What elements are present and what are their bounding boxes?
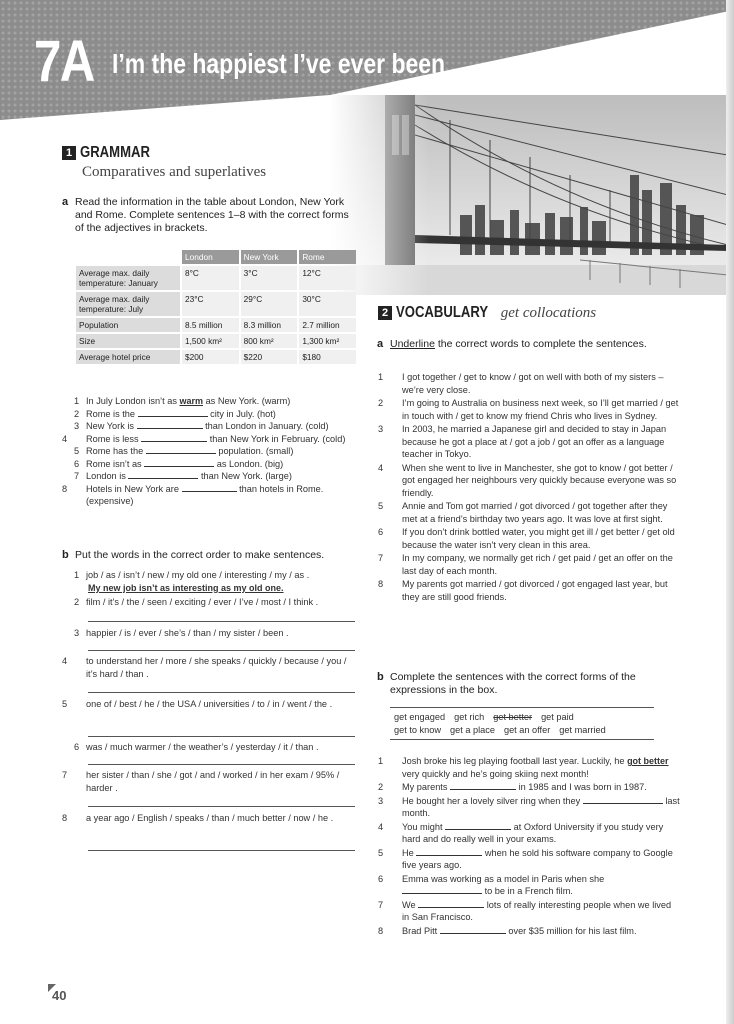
expression: get an offer	[503, 724, 551, 735]
table-row: Size 1,500 km² 800 km² 1,300 km²	[76, 334, 356, 348]
unit-title: I’m the happiest I’ve ever been	[112, 48, 446, 79]
section-title: VOCABULARY	[396, 304, 489, 321]
unit-number: 7A	[34, 29, 94, 94]
list-item: 7 We lots of really interesting people when we lived in San Francisco.	[378, 899, 672, 922]
answer-blank[interactable]	[416, 848, 482, 856]
expression: get rich	[454, 712, 485, 722]
section-subtitle: get collocations	[500, 305, 597, 321]
list-item: 3 New York is than London in January. (cold)	[74, 421, 329, 431]
answer-blank[interactable]	[182, 484, 237, 492]
expression: get to know	[394, 724, 441, 735]
list-item: 7 In my company, we normally get rich / get paid / get an offer on the last day of each month.	[378, 553, 673, 576]
expression: get engaged	[394, 712, 446, 722]
bridge-photo	[330, 95, 728, 295]
exercise-letter: a	[377, 338, 384, 350]
list-item: 7 her sister / than / she / got / and / worked / in her exam / 95% / harder .	[62, 770, 340, 793]
vocab-b-instruction: Complete the sentences with the correct forms of the expressions in the box.	[390, 671, 636, 696]
list-item: 6 was / much warmer / the weather’s / yesterday / it / than .	[74, 742, 319, 752]
list-item: 2 film / it’s / the / seen / exciting / ever / I’ve / most / I think .	[74, 597, 319, 607]
answer-blank[interactable]	[440, 926, 506, 934]
list-item: 6 Rome isn’t as as London. (big)	[74, 458, 284, 469]
list-item: 8 a year ago / English / speaks / than / much better / now / he .	[62, 813, 334, 823]
list-item: 2 I’m going to Australia on business next week, so I’ll get married / get in touch with / get to know my friend Chris who lives in Sydney.	[378, 398, 679, 421]
table-row: Average hotel price $200 $220 $180	[76, 350, 356, 364]
example-answer: My new job isn’t as interesting as my old one.	[88, 582, 284, 593]
answer-line[interactable]	[88, 621, 355, 622]
grammar-heading	[62, 144, 165, 162]
answer-line[interactable]	[88, 692, 355, 693]
example-answer: warm	[179, 396, 203, 406]
grammar-a-instruction: Read the information in the table about London, New York and Rome. Complete sentences 1–8 with the correct forms of the adjectives in brackets.	[75, 196, 349, 234]
list-item: 6 If you don’t drink bottled water, you might get ill / get better / get old because the water isn’t very clean in this area.	[378, 527, 675, 550]
list-item: 1 job / as / isn’t / new / my old one / interesting / my / as . My new job isn’t as interesting as my old one.	[74, 569, 356, 594]
list-item: 4 Rome is less than New York in February. (cold)	[62, 433, 346, 444]
vocab-heading	[378, 304, 596, 322]
table-header: London	[182, 250, 239, 264]
section-title: GRAMMAR	[80, 144, 150, 161]
answer-blank[interactable]	[137, 421, 203, 429]
answer-blank[interactable]	[583, 796, 663, 804]
answer-blank[interactable]	[128, 471, 198, 479]
page-number: 40	[52, 988, 67, 1003]
expression-box	[390, 707, 654, 740]
exercise-letter: b	[62, 549, 69, 561]
answer-line[interactable]	[88, 806, 355, 807]
list-item: 5 Rome has the population. (small)	[74, 446, 294, 456]
expression: get a place	[450, 724, 495, 735]
table-row: Average max. daily temperature: January 8°C 3°C 12°C	[76, 266, 356, 290]
list-item: 6 Emma was working as a model in Paris when she to be in a French film.	[378, 873, 605, 896]
city-table	[74, 248, 358, 366]
answer-line[interactable]	[88, 764, 355, 765]
list-item: 1 Josh broke his leg playing football last year. Luckily, he got better very quickly and he’s going skiing next month!	[378, 756, 669, 779]
answer-line[interactable]	[88, 650, 355, 651]
list-item: 1 In July London isn’t as warm as New York. (warm)	[74, 396, 291, 406]
expression: get married	[559, 724, 606, 735]
list-item: 1 I got together / get to know / got on well with both of my sisters – we’re very close.	[378, 372, 664, 395]
list-item: 5 one of / best / he / the USA / universities / to / in / went / the .	[62, 699, 333, 709]
list-item: 8 My parents got married / got divorced / got engaged last year, but they are still good friends.	[378, 579, 668, 602]
answer-blank[interactable]	[418, 900, 484, 908]
list-item: 4 When she went to live in Manchester, she got to know / got better / got engaged her neighbours very quickly because everyone was so friendly.	[378, 462, 677, 498]
answer-blank[interactable]	[141, 434, 207, 442]
list-item: 3 happier / is / ever / she’s / than / my sister / been .	[74, 628, 289, 638]
list-item: 4 to understand her / more / she speaks / quickly / because / you / it’s hard / than .	[62, 656, 347, 679]
list-item: 5 He when he sold his software company to Google five years ago.	[378, 847, 673, 870]
table-header: Rome	[299, 250, 356, 264]
answer-blank[interactable]	[138, 409, 208, 417]
table-header: New York	[241, 250, 298, 264]
expression-used: get better	[493, 712, 533, 722]
exercise-letter: a	[62, 196, 69, 208]
expression: get paid	[541, 712, 574, 722]
grammar-b-instruction: Put the words in the correct order to make sentences.	[75, 549, 325, 561]
table-row: Population 8.5 million 8.3 million 2.7 million	[76, 318, 356, 332]
list-item: 2 Rome is the city in July. (hot)	[74, 408, 276, 419]
list-item: 8 Hotels in New York are than hotels in Rome. (expensive)	[62, 483, 324, 506]
list-item: 5 Annie and Tom got married / got divorced / got together after they met at a friend’s birthday two years ago. It was love at first sight.	[378, 501, 668, 524]
answer-blank[interactable]	[146, 446, 216, 454]
example-answer: got better	[627, 756, 669, 766]
grammar-subtitle: Comparatives and superlatives	[82, 164, 267, 180]
vocab-a-instruction: Underline the correct words to complete the sentences.	[390, 338, 647, 350]
answer-line[interactable]	[88, 850, 355, 851]
section-number: 2	[378, 306, 392, 320]
list-item: 3 In 2003, he married a Japanese girl and decided to stay in Japan because he got a place at / got a job / got an offer as a language teacher in Tokyo.	[378, 424, 667, 459]
list-item: 8 Brad Pitt over $35 million for his last film.	[378, 925, 637, 936]
answer-blank[interactable]	[402, 886, 482, 894]
table-row: Average max. daily temperature: July 23°C 29°C 30°C	[76, 292, 356, 316]
answer-line[interactable]	[88, 736, 355, 737]
answer-blank[interactable]	[445, 822, 511, 830]
list-item: 4 You might at Oxford University if you study very hard and do really well in your exams.	[378, 821, 664, 844]
exercise-letter: b	[377, 671, 384, 683]
answer-blank[interactable]	[450, 782, 516, 790]
list-item: 3 He bought her a lovely silver ring when they last month.	[378, 795, 680, 818]
answer-blank[interactable]	[144, 459, 214, 467]
vocab-b-list	[378, 755, 680, 938]
list-item: 7 London is than New York. (large)	[74, 471, 292, 481]
grammar-a-sentences	[62, 395, 359, 508]
vocab-a-list	[378, 371, 680, 604]
list-item: 2 My parents in 1985 and I was born in 1987.	[378, 782, 647, 792]
page-edge	[726, 0, 734, 1024]
section-number: 1	[62, 146, 76, 160]
